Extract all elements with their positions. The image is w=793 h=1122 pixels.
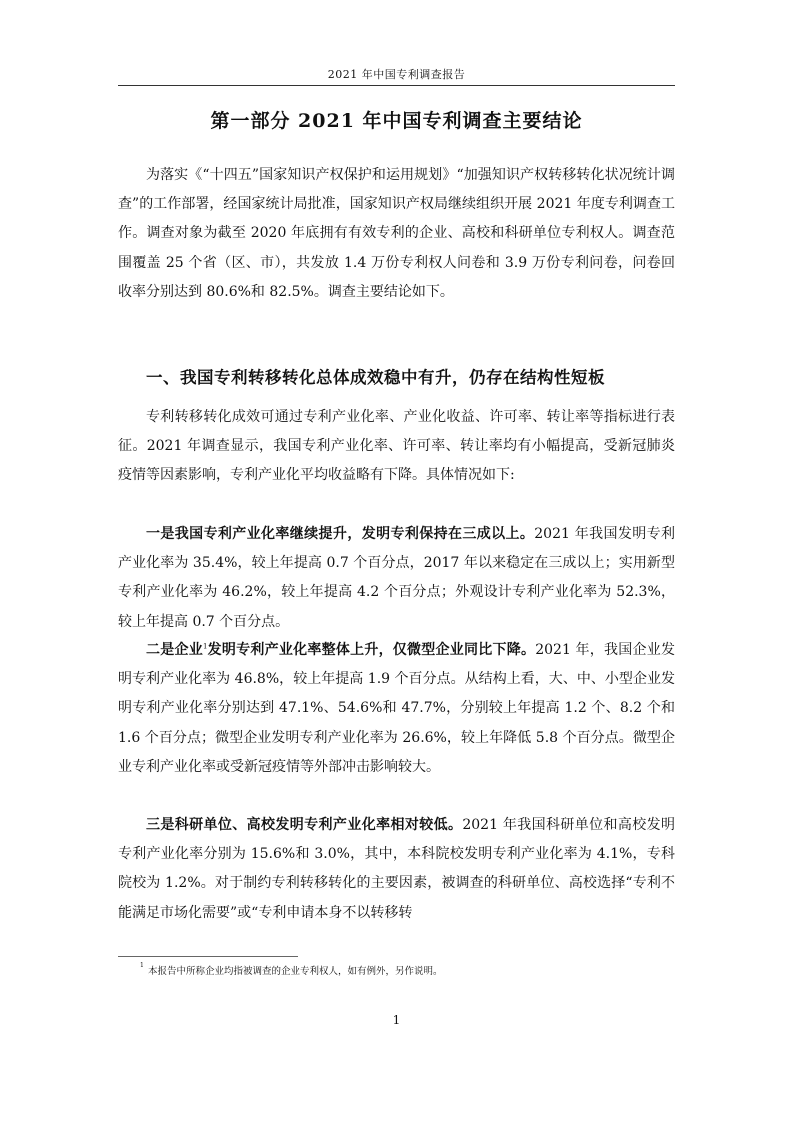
page-number: 1 <box>392 1013 401 1027</box>
footnote-text: 本报告中所称企业均指被调查的企业专利权人，如有例外，另作说明。 <box>148 966 443 977</box>
point1-lead: 一是我国专利产业化率继续提升，发明专利保持在三成以上。 <box>146 526 535 542</box>
point2-lead-b: 发明专利产业化率整体上升，仅微型企业同比下降。 <box>207 642 536 658</box>
page-title: 第一部分 2021 年中国专利调查主要结论 <box>210 110 583 132</box>
section-heading-1: 一、我国专利转移转化总体成效稳中有升，仍存在结构性短板 <box>146 368 605 387</box>
running-header: 2021 年中国专利调查报告 <box>327 68 466 81</box>
point2-lead-a: 二是企业 <box>146 642 203 658</box>
point3-body: 2021 年我国科研单位和高校发明专利产业化率分别为 15.6%和 3.0%，其中，本科院校发明专利产业化率为 4.1%，专科院校为 1.2%。对于制约专利转移转化的主要因素，被调查的科研单位、高校选择“专利不能满足市场化需要”或“专利申请本身不以转移转 <box>118 817 675 921</box>
footnote-ref[interactable]: 1 <box>202 642 208 651</box>
section1-intro-paragraph: 专利转移转化成效可通过专利产业化率、产业化收益、许可率、转让率等指标进行表征。2021 年调查显示，我国专利产业化率、许可率、转让率均有小幅提高，受新冠肺炎疫情等因素影响，专利产业化平均收益略有下降。具体情况如下: <box>118 409 675 484</box>
footnote-rule <box>118 956 298 957</box>
point1-paragraph <box>118 520 675 637</box>
intro-paragraph: 为落实《“十四五”国家知识产权保护和运用规划》“加强知识产权转移转化状况统计调查”的工作部署，经国家统计局批准，国家知识产权局继续组织开展 2021 年度专利调查工作。调查对象为截至 2020 年底拥有有效专利的企业、高校和科研单位专利权人。调查范围覆盖 25 个省（区、市），共发放 1.4 万份专利权人问卷和 3.9 万份专利问卷，问卷回收率分别达到 80.6%和 82.5%。调查主要结论如下。 <box>118 167 675 300</box>
point2-body: 2021 年，我国企业发明专利产业化率为 46.8%，较上年提高 1.9 个百分点。从结构上看，大、中、小型企业发明专利产业化率分别达到 47.1%、54.6%和 47.7%，分别较上年提高 1.2 个、8.2 个和 1.6 个百分点；微型企业发明专利产业化率为 26.6%，较上年降低 5.8 个百分点。微型企业专利产业化率或受新冠疫情等外部冲击影响较大。 <box>118 642 676 775</box>
point1-body: 2021 年我国发明专利产业化率为 35.4%，较上年提高 0.7 个百分点，2017 年以来稳定在三成以上；实用新型专利产业化率为 46.2%，较上年提高 4.2 个百分点；外观设计专利产业化率为 52.3%，较上年提高 0.7 个百分点。 <box>118 526 675 630</box>
point3-lead: 三是科研单位、高校发明专利产业化率相对较低。 <box>146 817 463 833</box>
point2-paragraph <box>118 636 675 782</box>
header-rule <box>118 85 675 86</box>
point3-paragraph <box>118 811 675 928</box>
footnote-mark: 1 <box>140 962 144 969</box>
